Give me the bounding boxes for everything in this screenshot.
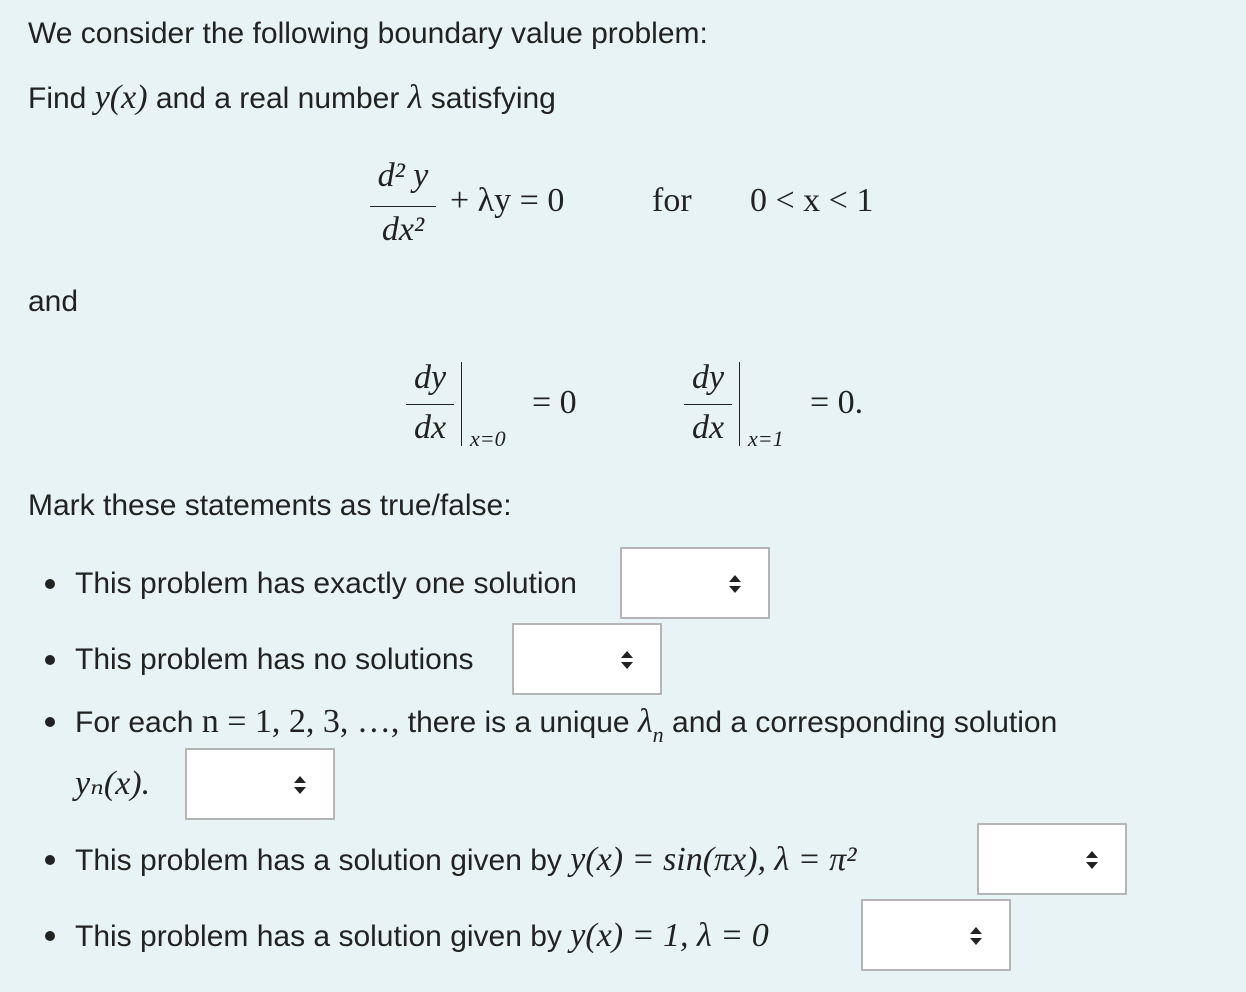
statement-3-lambda: λ <box>637 703 653 740</box>
bc-left-rest: = 0 <box>532 384 577 421</box>
bc-right-fraction-bar <box>684 404 732 405</box>
bc-left-numerator: dy <box>413 359 447 396</box>
eq-for: for <box>652 182 692 219</box>
statement-4-math: y(x) = sin(πx), λ = π² <box>570 841 857 878</box>
statement-1-text: This problem has exactly one solution <box>75 567 577 600</box>
bullet <box>45 579 55 589</box>
bullet <box>45 655 55 665</box>
find-prefix: Find <box>28 82 87 115</box>
bullet <box>45 855 55 865</box>
statement-3-middle: there is a unique <box>407 706 630 739</box>
bc-right-denominator: dx <box>691 409 725 446</box>
bullet <box>45 717 55 727</box>
up-down-arrows-icon <box>728 571 742 597</box>
and-label: and <box>28 285 79 318</box>
statement-3-lambda-sub: n <box>652 722 664 747</box>
bc-right-rest: = 0. <box>810 384 864 421</box>
bc-right-eval: x=1 <box>748 426 784 451</box>
statement-5-select[interactable] <box>861 899 1011 971</box>
eq-fraction-bar <box>370 206 436 207</box>
intro-text: We consider the following boundary value problem: <box>28 17 708 50</box>
bc-left-denominator: dx <box>413 409 447 446</box>
statement-3-math-n: n = 1, 2, 3, …, <box>201 703 400 740</box>
bc-right-numerator: dy <box>691 359 725 396</box>
statement-5-math: y(x) = 1, λ = 0 <box>570 917 769 954</box>
find-middle: and a real number <box>155 82 400 115</box>
find-lambda: λ <box>407 79 423 116</box>
find-line <box>28 80 556 117</box>
statement-2-text: This problem has no solutions <box>75 643 474 676</box>
up-down-arrows-icon <box>969 923 983 949</box>
find-function: y(x) <box>94 79 148 116</box>
up-down-arrows-icon <box>293 772 307 798</box>
statement-2-select[interactable] <box>512 623 662 695</box>
statement-1-select[interactable] <box>620 547 770 619</box>
instruction-text: Mark these statements as true/false: <box>28 489 512 522</box>
up-down-arrows-icon <box>620 647 634 673</box>
bc-left-eval-bar <box>461 362 462 446</box>
statement-4-text: This problem has a solution given by <box>75 844 562 877</box>
eq-rest: + λy = 0 <box>450 182 565 219</box>
statement-4-select[interactable] <box>977 823 1127 895</box>
eq-numerator: d² y <box>377 157 429 194</box>
bc-right-eval-bar <box>739 362 740 446</box>
up-down-arrows-icon <box>1085 847 1099 873</box>
statement-4-line <box>75 842 856 879</box>
statement-3-line1 <box>75 703 1058 747</box>
statement-5-line <box>75 918 769 955</box>
bc-left-eval: x=0 <box>470 426 506 451</box>
find-suffix: satisfying <box>430 82 556 115</box>
statement-3-suffix: and a corresponding solution <box>672 706 1058 739</box>
eq-range: 0 < x < 1 <box>750 182 874 219</box>
statement-5-text: This problem has a solution given by <box>75 920 562 953</box>
eq-denominator: dx² <box>381 211 425 248</box>
bc-left-fraction-bar <box>406 404 454 405</box>
statement-3-select[interactable] <box>185 748 335 820</box>
statement-3-prefix: For each <box>75 706 194 739</box>
statement-3-line2: yₙ(x). <box>75 765 151 802</box>
bullet <box>45 931 55 941</box>
